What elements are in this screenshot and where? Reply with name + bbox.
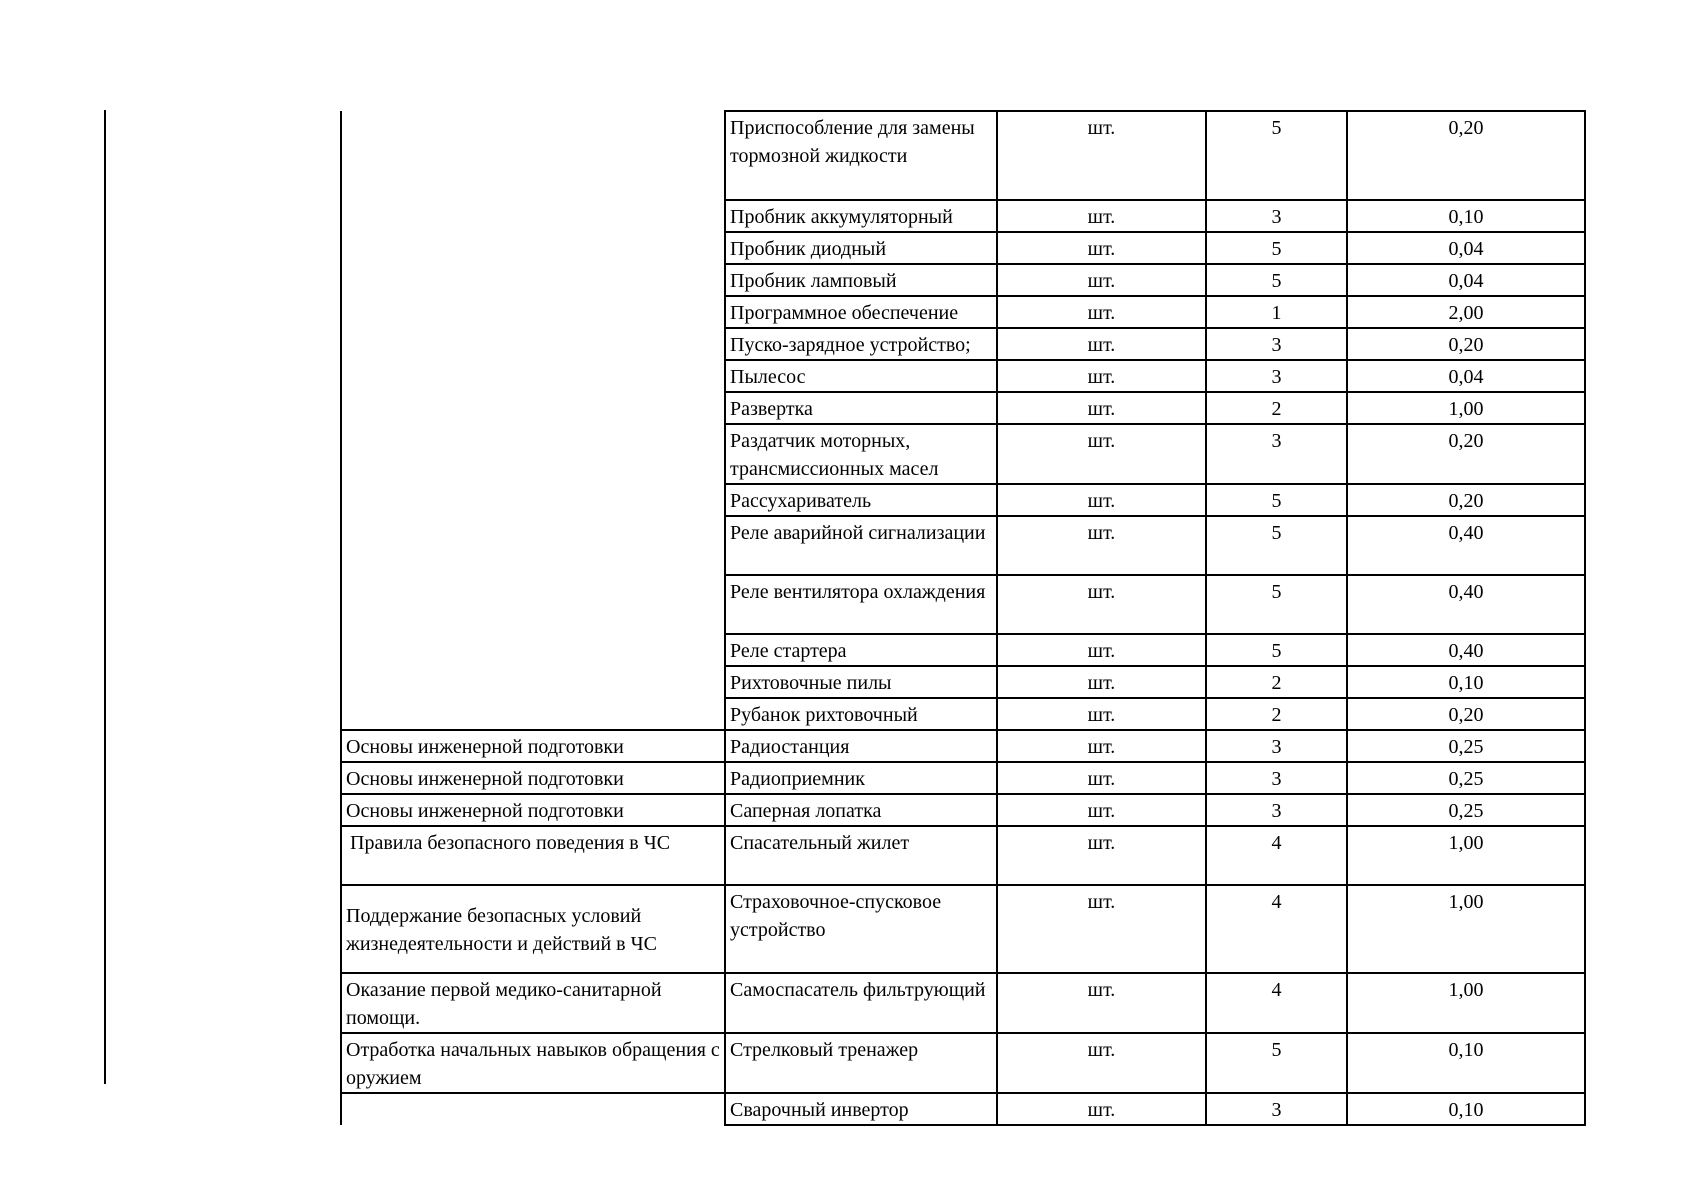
section-cell [341,516,725,575]
section-cell [341,424,725,484]
table-row [341,232,1585,264]
table-row [341,826,1585,885]
section-cell [341,392,725,424]
table-row [341,424,1585,484]
table-row [341,516,1585,575]
unit-cell: шт. [997,424,1206,484]
table-row [341,698,1585,730]
unit-cell: шт. [997,111,1206,200]
norm-cell: 0,20 [1347,698,1585,730]
unit-cell: шт. [997,328,1206,360]
table-row [341,392,1585,424]
table-row [341,264,1585,296]
unit-cell: шт. [997,484,1206,516]
norm-cell: 0,25 [1347,762,1585,794]
item-name-cell: Пробник ламповый [725,264,997,296]
item-name-cell: Реле аварийной сигнализации [725,516,997,575]
table-row [341,634,1585,666]
table-row [341,328,1585,360]
section-cell: Правила безопасного поведения в ЧС [341,826,725,885]
quantity-cell: 4 [1206,885,1347,973]
item-name-cell: Радиоприемник [725,762,997,794]
section-cell [341,111,725,200]
section-cell: Отработка начальных навыков обращения с оружием [341,1033,725,1093]
quantity-cell: 3 [1206,360,1347,392]
norm-cell: 0,10 [1347,1033,1585,1093]
norm-cell: 0,40 [1347,516,1585,575]
quantity-cell: 3 [1206,200,1347,232]
equipment-table [340,110,1586,1126]
quantity-cell: 3 [1206,328,1347,360]
quantity-cell: 4 [1206,826,1347,885]
item-name-cell: Пробник аккумуляторный [725,200,997,232]
table-row [341,484,1585,516]
quantity-cell: 3 [1206,424,1347,484]
table-row [341,730,1585,762]
section-cell [341,360,725,392]
quantity-cell: 5 [1206,484,1347,516]
section-cell [341,296,725,328]
unit-cell: шт. [997,666,1206,698]
section-cell [341,328,725,360]
item-name-cell: Развертка [725,392,997,424]
unit-cell: шт. [997,698,1206,730]
quantity-cell: 4 [1206,973,1347,1033]
item-name-cell: Саперная лопатка [725,794,997,826]
item-name-cell: Стрелковый тренажер [725,1033,997,1093]
unit-cell: шт. [997,360,1206,392]
item-name-cell: Программное обеспечение [725,296,997,328]
unit-cell: шт. [997,392,1206,424]
section-cell [341,264,725,296]
norm-cell: 2,00 [1347,296,1585,328]
norm-cell: 1,00 [1347,826,1585,885]
item-name-cell: Реле стартера [725,634,997,666]
item-name-cell: Рассухариватель [725,484,997,516]
table-row [341,762,1585,794]
section-cell [341,232,725,264]
item-name-cell: Приспособление для замены тормозной жидкости [725,111,997,200]
norm-cell: 0,20 [1347,111,1585,200]
section-cell: Основы инженерной подготовки [341,762,725,794]
unit-cell: шт. [997,826,1206,885]
section-cell: Поддержание безопасных условий жизнедеятельности и действий в ЧС [341,885,725,973]
section-cell [341,575,725,634]
norm-cell: 0,10 [1347,200,1585,232]
left-border-line [104,110,106,1084]
unit-cell: шт. [997,634,1206,666]
norm-cell: 0,10 [1347,666,1585,698]
unit-cell: шт. [997,1033,1206,1093]
table-row [341,111,1585,200]
unit-cell: шт. [997,232,1206,264]
norm-cell: 0,10 [1347,1093,1585,1125]
unit-cell: шт. [997,575,1206,634]
section-cell [341,200,725,232]
norm-cell: 0,25 [1347,794,1585,826]
quantity-cell: 5 [1206,1033,1347,1093]
quantity-cell: 5 [1206,516,1347,575]
table-row [341,973,1585,1033]
table-row [341,296,1585,328]
quantity-cell: 3 [1206,730,1347,762]
item-name-cell: Радиостанция [725,730,997,762]
table-row [341,360,1585,392]
quantity-cell: 5 [1206,575,1347,634]
table-row [341,666,1585,698]
table-row [341,1033,1585,1093]
norm-cell: 1,00 [1347,392,1585,424]
item-name-cell: Пробник диодный [725,232,997,264]
table-row [341,1093,1585,1125]
table-row [341,575,1585,634]
norm-cell: 0,40 [1347,575,1585,634]
item-name-cell: Пылесос [725,360,997,392]
section-cell [341,698,725,730]
quantity-cell: 3 [1206,762,1347,794]
section-cell: Основы инженерной подготовки [341,794,725,826]
unit-cell: шт. [997,1093,1206,1125]
table-row [341,794,1585,826]
item-name-cell: Сварочный инвертор [725,1093,997,1125]
norm-cell: 1,00 [1347,973,1585,1033]
quantity-cell: 3 [1206,1093,1347,1125]
table-row [341,200,1585,232]
unit-cell: шт. [997,885,1206,973]
unit-cell: шт. [997,794,1206,826]
section-cell: Оказание первой медико-санитарной помощи. [341,973,725,1033]
item-name-cell: Пуско-зарядное устройство; [725,328,997,360]
norm-cell: 0,25 [1347,730,1585,762]
norm-cell: 1,00 [1347,885,1585,973]
quantity-cell: 1 [1206,296,1347,328]
quantity-cell: 3 [1206,794,1347,826]
quantity-cell: 2 [1206,698,1347,730]
unit-cell: шт. [997,730,1206,762]
item-name-cell: Рихтовочные пилы [725,666,997,698]
quantity-cell: 5 [1206,634,1347,666]
norm-cell: 0,20 [1347,484,1585,516]
section-cell [341,634,725,666]
norm-cell: 0,40 [1347,634,1585,666]
section-cell [341,666,725,698]
unit-cell: шт. [997,973,1206,1033]
unit-cell: шт. [997,516,1206,575]
norm-cell: 0,20 [1347,328,1585,360]
section-cell [341,1093,725,1125]
norm-cell: 0,04 [1347,360,1585,392]
unit-cell: шт. [997,200,1206,232]
quantity-cell: 5 [1206,232,1347,264]
quantity-cell: 5 [1206,111,1347,200]
item-name-cell: Страховочное-спусковое устройство [725,885,997,973]
norm-cell: 0,20 [1347,424,1585,484]
unit-cell: шт. [997,762,1206,794]
unit-cell: шт. [997,264,1206,296]
item-name-cell: Раздатчик моторных, трансмиссионных масел [725,424,997,484]
section-cell: Основы инженерной подготовки [341,730,725,762]
item-name-cell: Самоспасатель фильтрующий [725,973,997,1033]
item-name-cell: Спасательный жилет [725,826,997,885]
norm-cell: 0,04 [1347,264,1585,296]
table-row [341,885,1585,973]
unit-cell: шт. [997,296,1206,328]
item-name-cell: Реле вентилятора охлаждения [725,575,997,634]
quantity-cell: 2 [1206,666,1347,698]
item-name-cell: Рубанок рихтовочный [725,698,997,730]
norm-cell: 0,04 [1347,232,1585,264]
quantity-cell: 2 [1206,392,1347,424]
section-cell [341,484,725,516]
quantity-cell: 5 [1206,264,1347,296]
